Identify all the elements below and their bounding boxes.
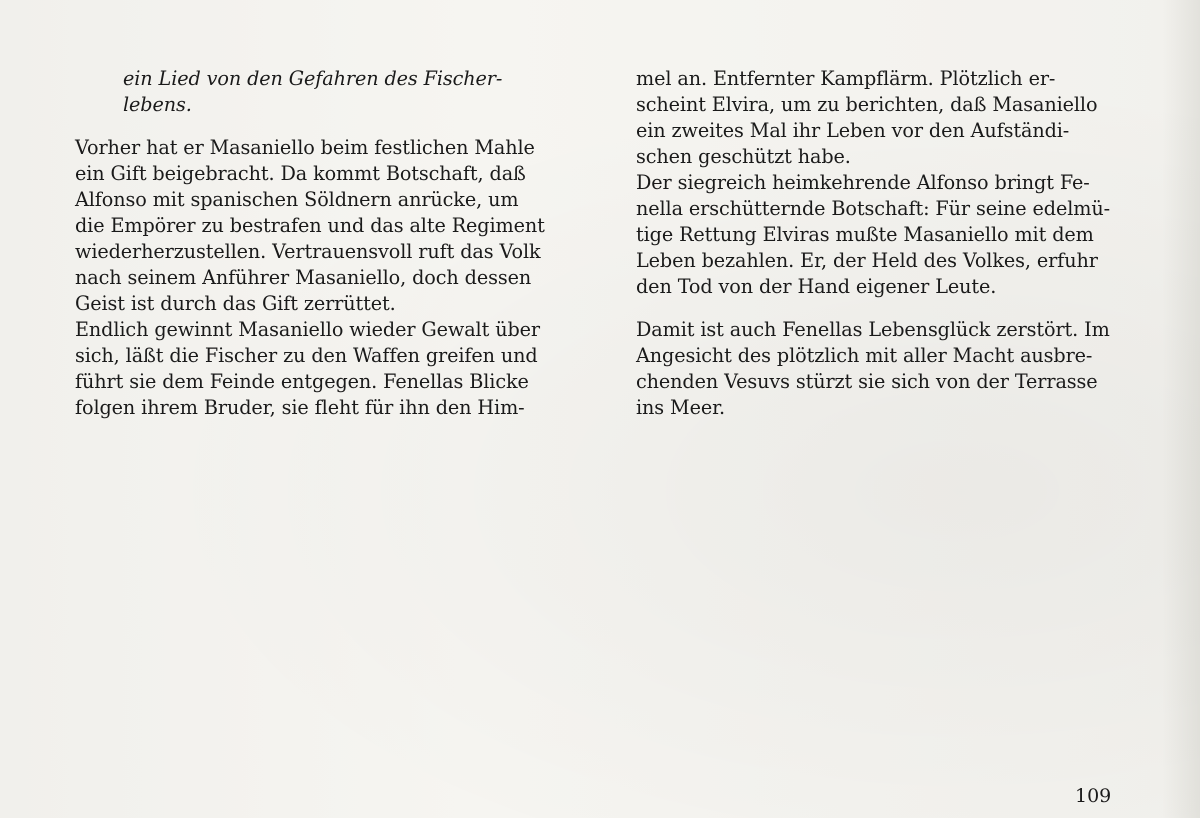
right-text-column (636, 66, 1111, 421)
text-line: führt sie dem Feinde entgegen. Fenellas Blicke (75, 370, 529, 393)
text-line: Angesicht des plötzlich mit aller Macht ausbre- (636, 344, 1093, 367)
text-line: ein Lied von den Gefahren des Fischer- (123, 67, 503, 90)
text-line: Geist ist durch das Gift zerrüttet. (75, 292, 396, 315)
italic-verse (75, 66, 545, 118)
text-line: die Empörer zu bestrafen und das alte Regiment (75, 214, 545, 237)
text-line: schen geschützt habe. (636, 145, 851, 168)
text-line: Damit ist auch Fenellas Lebensglück zerstört. Im (636, 318, 1110, 341)
page-number: 109 (1075, 785, 1112, 807)
paragraph (636, 170, 1111, 300)
text-line: chenden Vesuvs stürzt sie sich von der Terrasse (636, 370, 1098, 393)
text-line: wiederherzustellen. Vertrauensvoll ruft das Volk (75, 240, 541, 263)
text-line: Alfonso mit spanischen Söldnern anrücke, um (75, 188, 519, 211)
paragraph (75, 135, 545, 317)
page-edge-shadow (1162, 0, 1200, 818)
paragraph (75, 317, 545, 421)
text-line: folgen ihrem Bruder, sie fleht für ihn den Him- (75, 396, 525, 419)
text-line: ein zweites Mal ihr Leben vor den Aufständi- (636, 119, 1070, 142)
text-line: ins Meer. (636, 396, 726, 419)
text-line: Leben bezahlen. Er, der Held des Volkes, erfuhr (636, 249, 1098, 272)
text-line: tige Rettung Elviras mußte Masaniello mit dem (636, 223, 1094, 246)
text-line: nach seinem Anführer Masaniello, doch dessen (75, 266, 532, 289)
text-line: lebens. (123, 93, 192, 116)
text-line: sich, läßt die Fischer zu den Waffen greifen und (75, 344, 538, 367)
text-line: ein Gift beigebracht. Da kommt Botschaft, daß (75, 162, 526, 185)
text-line: nella erschütternde Botschaft: Für seine edelmü- (636, 197, 1110, 220)
text-line: Vorher hat er Masaniello beim festlichen Mahle (75, 136, 535, 159)
text-line: Der siegreich heimkehrende Alfonso bringt Fe- (636, 171, 1090, 194)
paragraph (636, 66, 1111, 170)
text-line: mel an. Entfernter Kampflärm. Plötzlich er- (636, 67, 1056, 90)
paragraph (636, 317, 1111, 421)
text-line: scheint Elvira, um zu berichten, daß Masaniello (636, 93, 1098, 116)
left-text-column (75, 66, 545, 421)
text-line: Endlich gewinnt Masaniello wieder Gewalt über (75, 318, 540, 341)
text-line: den Tod von der Hand eigener Leute. (636, 275, 997, 298)
